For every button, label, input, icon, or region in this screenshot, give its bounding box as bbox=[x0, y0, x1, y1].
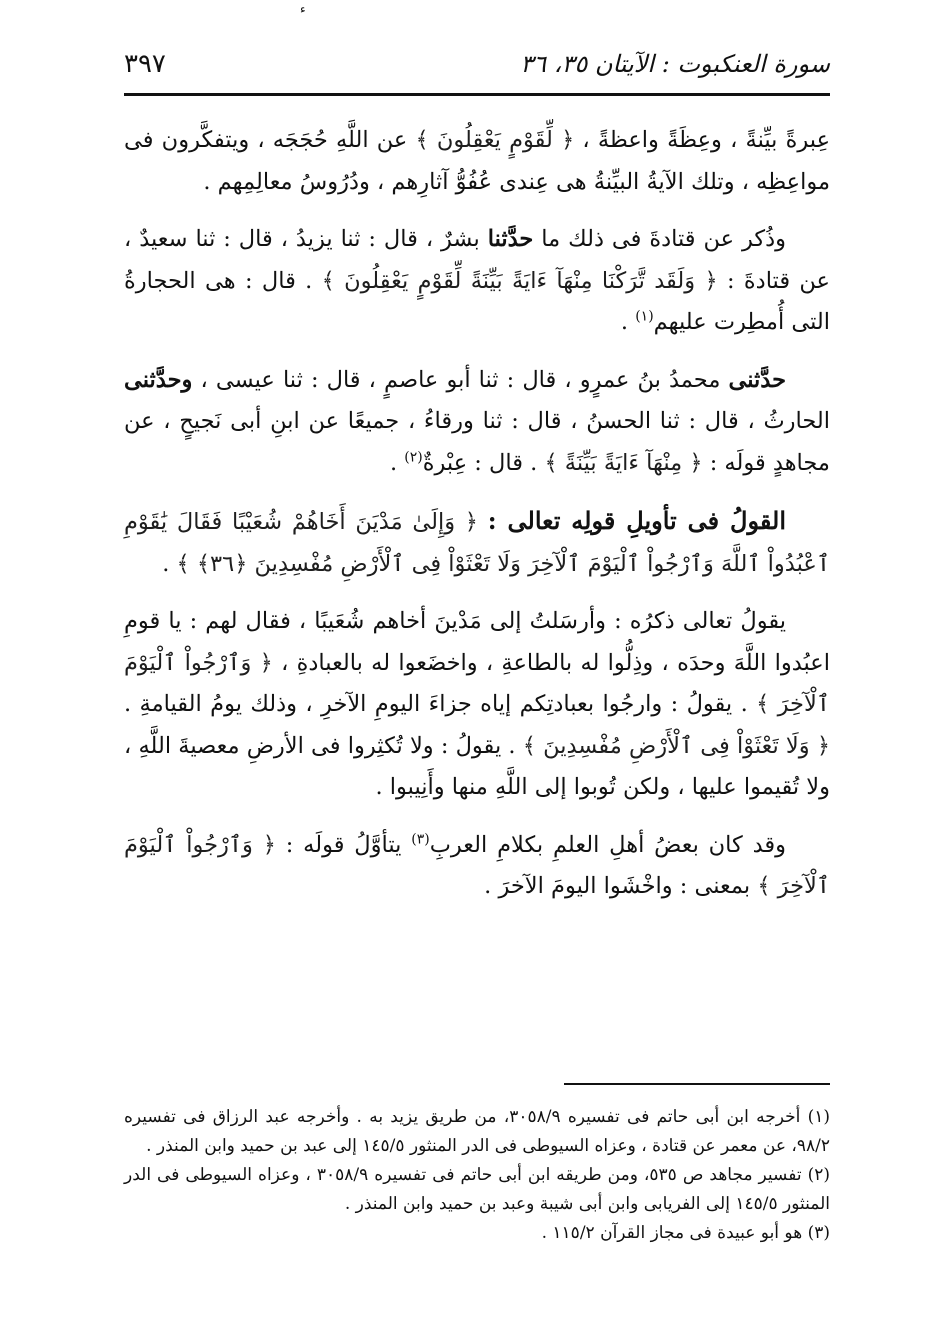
text-run: . قال : عِبْرةٌ bbox=[422, 449, 545, 476]
text-run: . bbox=[162, 550, 177, 577]
text-run: وذُكر عن قتادةَ فى ذلك ما bbox=[533, 226, 786, 252]
isnad-keyword: حدَّثنى bbox=[728, 366, 786, 393]
quran-quote: ﴿ وَٱرْجُواْ ٱلْيَوْمَ ٱلْآخِرَ ﴾ bbox=[124, 831, 830, 899]
quran-quote: ﴿ وَلَقَد تَّرَكْنَا مِنْهَآ ءَايَةً بَيِّنَةً لِّقَوْمٍ يَعْقِلُونَ ﴾ bbox=[321, 267, 718, 294]
top-mark: ء bbox=[300, 2, 306, 16]
text-run: . bbox=[620, 309, 636, 335]
text-run: . يقولُ : ولا تُكثِروا فى الأرضِ معصيةَ اللَّهِ ، ولا تُقيموا عليها ، ولكن تُوبوا إلى اللَّهِ منها وأَنِيبوا . bbox=[124, 732, 830, 800]
page-header bbox=[124, 40, 830, 88]
running-title: سورة العنكبوت : الآيتان ٣٥، ٣٦ bbox=[520, 50, 830, 78]
paragraph bbox=[124, 601, 830, 809]
text-run: محمدُ بنُ عمرٍو ، قال : ثنا أبو عاصمٍ ، قال : ثنا عيسى ، bbox=[192, 366, 729, 393]
text-run: . يقولُ : وارجُوا بعبادتِكم إياه جزاءَ اليومِ الآخرِ ، وذلك يومُ القيامةِ . bbox=[124, 691, 757, 717]
footnote-rule bbox=[564, 1083, 830, 1085]
paragraph bbox=[124, 825, 830, 908]
paragraph bbox=[124, 120, 830, 203]
text-run: . bbox=[389, 449, 405, 476]
quran-quote: ﴿ لِّقَوْمٍ يَعْقِلُونَ ﴾ bbox=[415, 127, 575, 153]
section-heading: القولُ فى تأويلِ قولِه تعالى : bbox=[487, 506, 786, 535]
text-run: عن اللَّهِ حُجَجَه ، ويتفكَّرون فى مواعِظِه ، وتلك الآيةُ البيِّنةُ هى عِندى عُفُوُّ آثارِهم ، ودُرُوسُ معالِمِهم . bbox=[124, 127, 830, 195]
header-rule bbox=[124, 93, 830, 96]
footnotes bbox=[124, 1103, 830, 1248]
footnote: (٣) هو أبو عبيدة فى مجاز القرآن ١١٥/٢ . bbox=[541, 1223, 830, 1243]
text-run: يقولُ تعالى ذكرُه : وأرسَلتُ إلى مَدْينَ أخاهم شُعَيبًا ، فقال لهم : يا قومِ اعبُدوا اللَّهَ وحدَه ، وذِلُّوا له بالطاعةِ ، واخضَعوا له بالعبادةِ ، bbox=[124, 608, 830, 676]
main-text bbox=[124, 120, 830, 924]
isnad-keyword: وحدَّثنى bbox=[124, 366, 193, 393]
footnote-ref: (٢) bbox=[404, 449, 423, 465]
paragraph bbox=[124, 500, 830, 585]
isnad-keyword: حدَّثنا bbox=[487, 226, 534, 252]
quran-quote: ﴿ وَٱرْجُواْ ٱلْيَوْمَ ٱلْآخِرَ ﴾ bbox=[124, 649, 830, 717]
footnote: (١) أخرجه ابن أبى حاتم فى تفسيره ٣٠٥٨/٩، من طريق يزيد به . وأخرجه عبد الرزاق فى تفسيره ٩٨/٢، عن معمر عن قتادة ، وعزاه السيوطى فى الدر المنثور ١٤٥/٥ إلى عبد بن حميد وابن المنذر . bbox=[124, 1107, 831, 1156]
page-number: ٣٩٧ bbox=[124, 49, 166, 79]
paragraph bbox=[124, 360, 830, 485]
text-run: بمعنى : واخْشَوا اليومَ الآخرَ . bbox=[484, 873, 758, 899]
quran-quote: ﴿ وَلَا تَعْثَوْاْ فِى ٱلْأَرْضِ مُفْسِدِينَ ﴾ bbox=[522, 732, 830, 759]
quran-quote: ﴿ وَإِلَىٰ مَدْيَنَ أَخَاهُمْ شُعَيْبًا فَقَالَ يَٰقَوْمِ ٱعْبُدُواْ ٱللَّهَ وَٱرْجُواْ ٱلْيَوْمَ ٱلْآخِرَ وَلَا تَعْثَوْاْ فِى ٱلْأَرْضِ مُفْسِدِينَ ﴿٣٦﴾ ﴾ bbox=[124, 509, 830, 577]
text-run: بشرٌ ، قال : ثنا يزيدُ ، قال : ثنا سعيدٌ ، عن قتادةَ : bbox=[124, 226, 830, 294]
paragraph bbox=[124, 219, 830, 344]
footnote-ref: (٣) bbox=[411, 831, 430, 847]
text-run: . قال : هى الحجارةُ التى أُمطِرت عليهم bbox=[124, 267, 830, 335]
text-run: وقد كان بعضُ أهلِ العلمِ بكلامِ العربِ bbox=[429, 831, 786, 858]
quran-quote: ﴿ مِنْهَآ ءَايَةً بَيِّنَةً ﴾ bbox=[544, 449, 703, 476]
text-run: يتأوَّلُ قولَه : bbox=[275, 831, 412, 858]
text-run bbox=[478, 509, 488, 535]
footnote-ref: (١) bbox=[635, 308, 654, 325]
footnote: (٢) تفسير مجاهد ص ٥٣٥، ومن طريقه ابن أبى حاتم فى تفسيره ٣٠٥٨/٩ ، وعزاه السيوطى فى الدر المنثور ١٤٥/٥ إلى الفريابى وابن أبى شيبة وعبد بن حميد وابن المنذر . bbox=[124, 1165, 830, 1214]
text-run: عِبرةً بيِّنةً ، وعِظَةً واعظةً ، bbox=[574, 127, 830, 153]
text-run: الحارثُ ، قال : ثنا الحسنُ ، قال : ثنا ورقاءُ ، جميعًا عن ابنِ أبى نَجيحٍ ، عن مجاهدٍ قولَه : bbox=[124, 408, 830, 476]
